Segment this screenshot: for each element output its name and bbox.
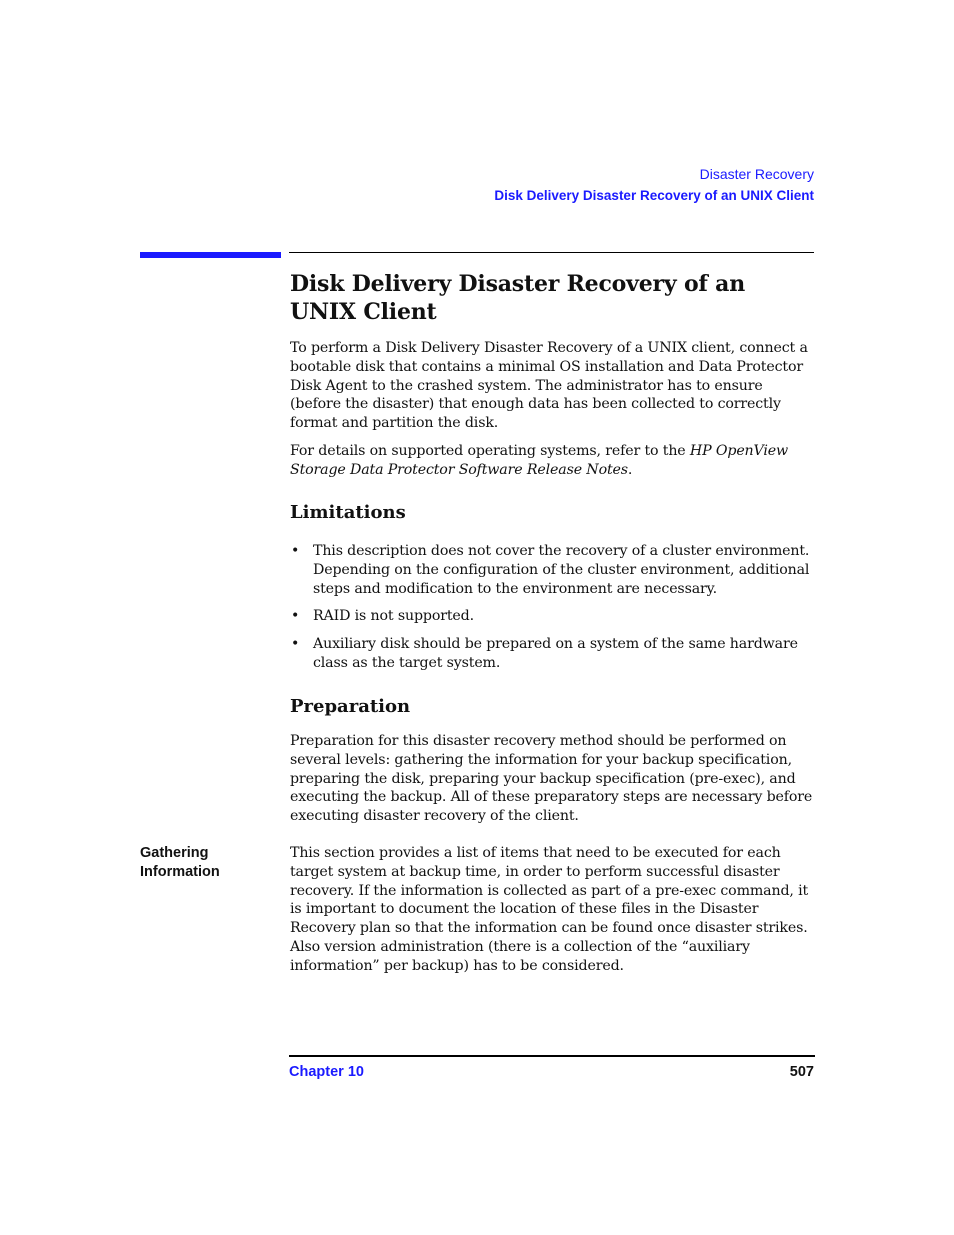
details-suffix: . <box>627 461 633 478</box>
section-top-rule <box>289 252 814 253</box>
gathering-paragraph: This section provides a list of items that need to be executed for each target system at backup time, in order to perform successful disaster recovery. If the information is collected as part of a pre-exec command, it is important to document the location of these files in the Disaster Recovery plan so that the information can be found once disaster strikes. Also version administration (there is a collection of the “auxiliary information” per backup) has to be considered. <box>290 845 809 974</box>
section-accent-bar <box>140 252 281 258</box>
details-prefix: For details on supported operating systems, refer to the <box>290 443 690 459</box>
list-item <box>290 607 815 626</box>
bullet-icon: • <box>291 543 300 559</box>
page-title-block <box>290 270 815 326</box>
limitation-text-auxiliary-disk: Auxiliary disk should be prepared on a system of the same hardware class as the target system. <box>313 636 798 671</box>
preparation-heading: Preparation <box>290 696 411 717</box>
footer-page-number: 507 <box>789 1064 814 1080</box>
bullet-icon: • <box>291 636 300 653</box>
limitation-text-raid: RAID is not supported. <box>313 608 474 625</box>
gathering-label-line2: Information <box>140 864 220 880</box>
bullet-icon: • <box>291 608 300 625</box>
gathering-label-line1: Gathering <box>140 845 209 861</box>
intro-paragraph: To perform a Disk Delivery Disaster Recovery of a UNIX client, connect a bootable disk that contains a minimal OS installation and Data Protector Disk Agent to the crashed system. The administrator has to ensure (before the disaster) that enough data has been collected to correctly format and partition the disk. <box>290 340 808 432</box>
intro-block <box>290 339 815 433</box>
limitations-list-block <box>290 542 815 673</box>
details-paragraph <box>290 442 815 480</box>
details-block <box>290 442 815 480</box>
limitations-heading: Limitations <box>290 502 406 523</box>
release-notes-reference: HP OpenView Storage Data Protector Software Release Notes <box>290 443 789 478</box>
gathering-information-label <box>140 844 220 882</box>
preparation-paragraph: Preparation for this disaster recovery method should be performed on several levels: gathering the information for your backup specification, preparing the disk, preparing your backup specification (pre-exec), and executing the backup. All of these preparatory steps are necessary before executing disaster recovery of the client. <box>290 733 813 825</box>
preparation-block <box>290 732 815 826</box>
footer-chapter-label: Chapter 10 <box>289 1064 364 1080</box>
page-title: Disk Delivery Disaster Recovery of an UNIX Client <box>290 271 746 325</box>
preparation-heading-block <box>290 696 815 718</box>
limitations-list <box>290 542 815 673</box>
limitations-heading-block <box>290 502 815 524</box>
running-header-chapter: Disaster Recovery <box>699 166 814 182</box>
footer-rule <box>289 1055 815 1057</box>
running-header-section: Disk Delivery Disaster Recovery of an UNIX Client <box>494 188 814 203</box>
limitation-text-cluster: This description does not cover the recovery of a cluster environment. Depending on the configuration of the cluster environment, additional steps and modification to the environment are necessary. <box>313 543 810 597</box>
list-item <box>290 635 815 673</box>
list-item <box>290 542 815 598</box>
gathering-block <box>290 844 815 976</box>
